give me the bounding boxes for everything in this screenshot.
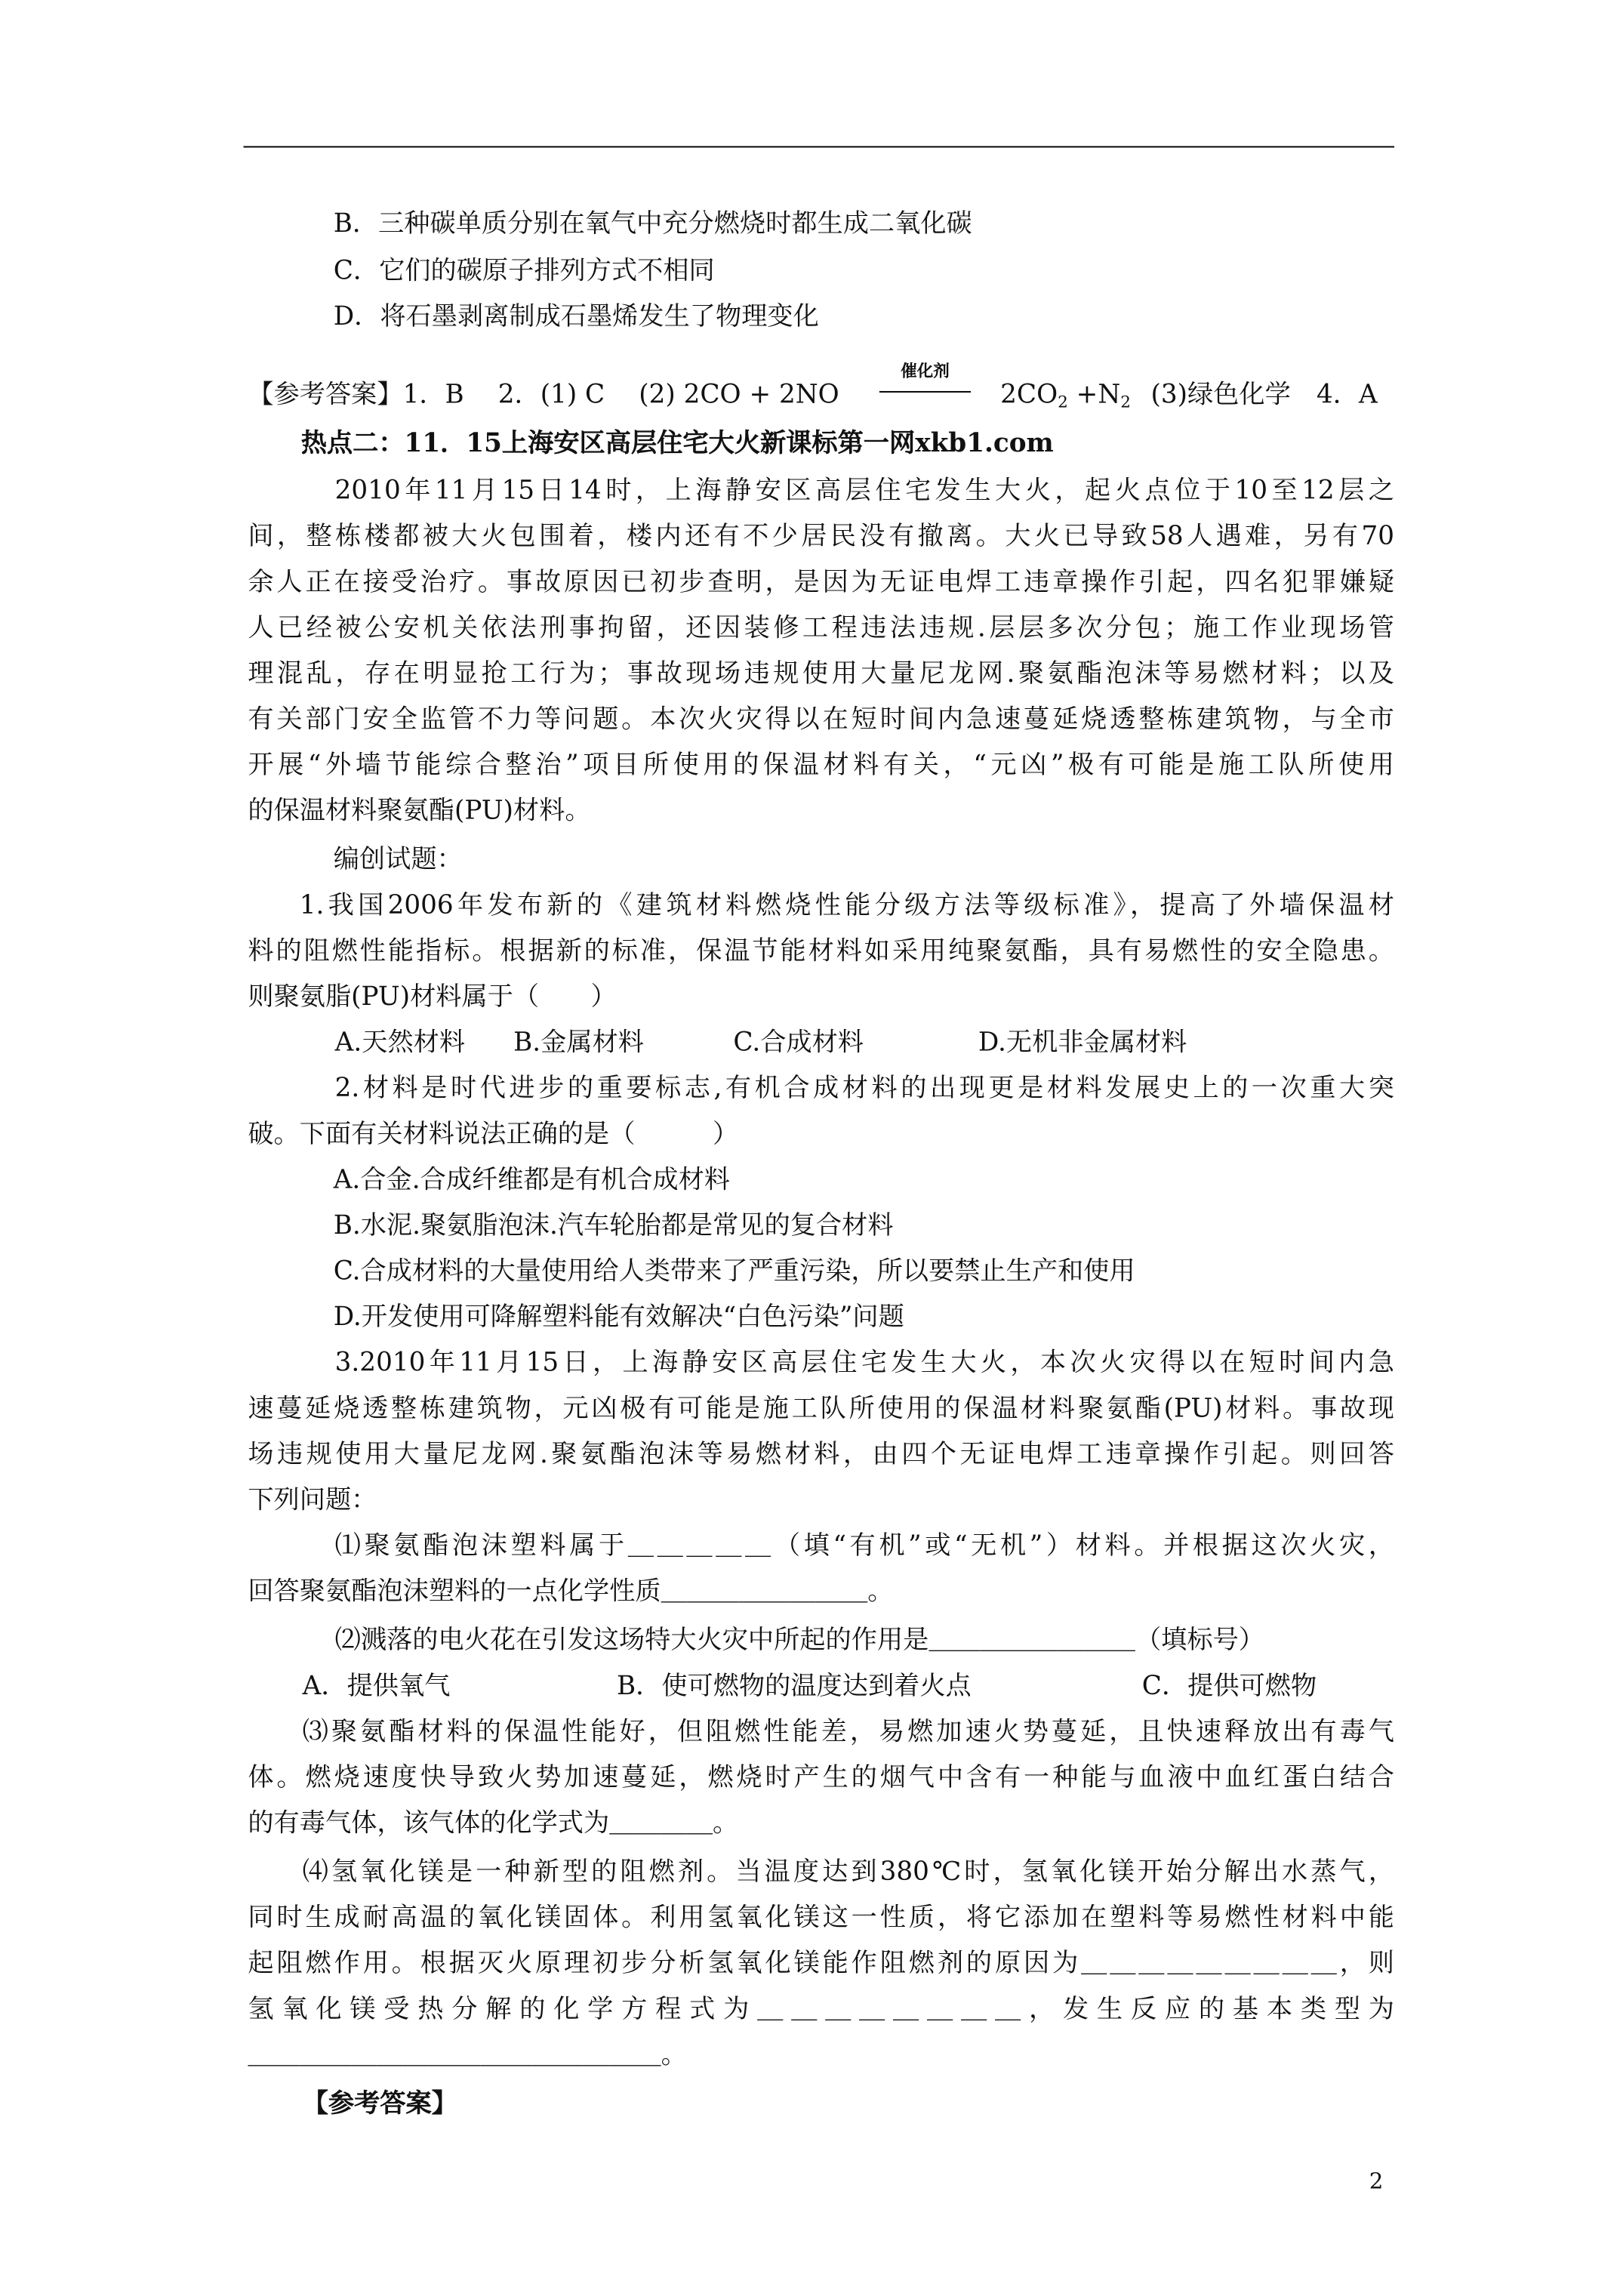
q1-option-c: C.合成材料 [733,1028,864,1059]
q3-sub3-line: ⑶聚氨酯材料的保温性能好，但阻燃性能差，易燃加速火势蔓延，且快速释放出有毒气 [302,1718,1395,1748]
answer-heading: 【参考答案】 [302,2089,457,2119]
equation-products [1000,378,1131,413]
q3-line: 下列问题： [248,1486,377,1516]
n2-plus: +N [1067,381,1121,411]
q3-sub2: ⑵溅落的电火花在引发这场特大火灾中所起的作用是＿＿＿＿＿＿＿＿（填标号） [334,1626,1265,1656]
reaction-line [879,391,971,393]
q3-sub2-option-a: A．提供氧气 [302,1672,451,1702]
para-line: 人已经被公安机关依法刑事拘留，还因装修工程违法违规.层层多次分包；施工作业现场管 [248,614,1395,644]
answer-line-1 [248,378,839,413]
q3-sub4-line: ＿＿＿＿＿＿＿＿＿＿＿＿＿＿＿＿。 [248,2041,687,2071]
para-line: 开展“外墙节能综合整治”项目所使用的保温材料有关，“元凶”极有可能是施工队所使用 [248,750,1395,781]
option-c: C．它们的碳原子排列方式不相同 [333,257,715,287]
catalyst-arrow [879,363,971,405]
hotspot-title: 热点二：11．15上海安区高层住宅大火新课标第一网xkb1.com [300,429,1054,459]
option-b: B．三种碳单质分别在氧气中充分燃烧时都生成二氧化碳 [333,209,972,239]
q3-line: 场违规使用大量尼龙网.聚氨酯泡沫等易燃材料，由四个无证电焊工违章操作引起。则回答 [248,1440,1395,1470]
q2-line: 破。下面有关材料说法正确的是（ ） [248,1120,739,1150]
q3-sub4-line: 氢氧化镁受热分解的化学方程式为＿＿＿＿＿＿＿＿，发生反应的基本类型为 [248,1995,1395,2025]
para-line: 余人正在接受治疗。事故原因已初步查明，是因为无证电焊工违章操作引起，四名犯罪嫌疑 [248,568,1395,598]
q3-sub4-line: ⑷氢氧化镁是一种新型的阻燃剂。当温度达到380℃时，氢氧化镁开始分解出水蒸气， [302,1857,1395,1888]
q2-option: B.水泥.聚氨脂泡沫.汽车轮胎都是常见的复合材料 [333,1211,894,1241]
q3-sub4-line: 起阻燃作用。根据灭火原理初步分析氢氧化镁能作阻燃剂的原因为＿＿＿＿＿＿＿＿＿，则 [248,1949,1395,1979]
q1-line: 则聚氨脂(PU)材料属于（ ） [248,982,617,1012]
q3-line: 3.2010年11月15日，上海静安区高层住宅发生大火，本次火灾得以在短时间内急 [334,1348,1395,1379]
q3-sub3-line: 的有毒气体，该气体的化学式为＿＿＿＿。 [248,1809,739,1839]
q3-sub3-line: 体。燃烧速度快导致火势加速蔓延，燃烧时产生的烟气中含有一种能与血液中血红蛋白结合 [248,1763,1395,1793]
q3-sub4-line: 同时生成耐高温的氧化镁固体。利用氢氧化镁这一性质，将它添加在塑料等易燃性材料中能 [248,1903,1395,1934]
answer-part-1: 【参考答案】1．B 2．(1) C (2) 2CO + 2NO [248,381,839,411]
para-line: 的保温材料聚氨酯(PU)材料。 [248,797,591,827]
q1-line: 料的阻燃性能指标。根据新的标准，保温节能材料如采用纯聚氨酯，具有易燃性的安全隐患。 [248,937,1395,967]
para-line: 间，整栋楼都被大火包围着，楼内还有不少居民没有撤离。大火已导致58人遇难，另有70 [248,522,1395,552]
page-number: 2 [1369,2168,1384,2195]
q2-line: 2.材料是时代进步的重要标志,有机合成材料的出现更是材料发展史上的一次重大突 [334,1074,1395,1104]
q1-option-a: A.天然材料 [334,1028,466,1059]
q3-sub1-line: ⑴聚氨酯泡沫塑料属于＿＿＿＿＿（填“有机”或“无机”）材料。并根据这次火灾， [334,1531,1395,1561]
q3-sub1-line: 回答聚氨酯泡沫塑料的一点化学性质＿＿＿＿＿＿＿＿。 [248,1577,894,1607]
q2-option: D.开发使用可降解塑料能有效解决“白色污染”问题 [333,1302,904,1333]
q1-option-d: D.无机非金属材料 [978,1028,1187,1059]
para-line: 2010年11月15日14时，上海静安区高层住宅发生大火，起火点位于10至12层之 [334,476,1395,507]
header-rule [243,146,1394,147]
n2-subscript: 2 [1120,392,1131,412]
q2-option: C.合成材料的大量使用给人类带来了严重污染，所以要禁止生产和使用 [333,1257,1135,1287]
q3-line: 速蔓延烧透整栋建筑物，元凶极有可能是施工队所使用的保温材料聚氨酯(PU)材料。事故现 [248,1395,1395,1425]
q3-sub2-option-c: C．提供可燃物 [1141,1672,1317,1702]
catalyst-label: 催化剂 [901,361,950,381]
q1-option-b: B.金属材料 [513,1028,645,1059]
section-subhead: 编创试题： [333,845,463,876]
para-line: 理混乱，存在明显抢工行为；事故现场违规使用大量尼龙网.聚氨酯泡沫等易燃材料；以及 [248,659,1395,689]
q2-option: A.合金.合成纤维都是有机合成材料 [333,1166,731,1196]
para-line: 有关部门安全监管不力等问题。本次火灾得以在短时间内急速蔓延烧透整栋建筑物，与全市 [248,705,1395,735]
q1-line: 1.我国2006年发布新的《建筑材料燃烧性能分级方法等级标准》，提高了外墙保温材 [299,891,1395,921]
q3-sub2-option-b: B．使可燃物的温度达到着火点 [616,1672,972,1702]
option-d: D．将石墨剥离制成石墨烯发生了物理变化 [333,302,819,332]
co2-subscript: 2 [1058,392,1068,412]
co2-formula: 2CO [1000,381,1058,411]
answer-part-2: (3)绿色化学 4．A [1150,381,1378,411]
